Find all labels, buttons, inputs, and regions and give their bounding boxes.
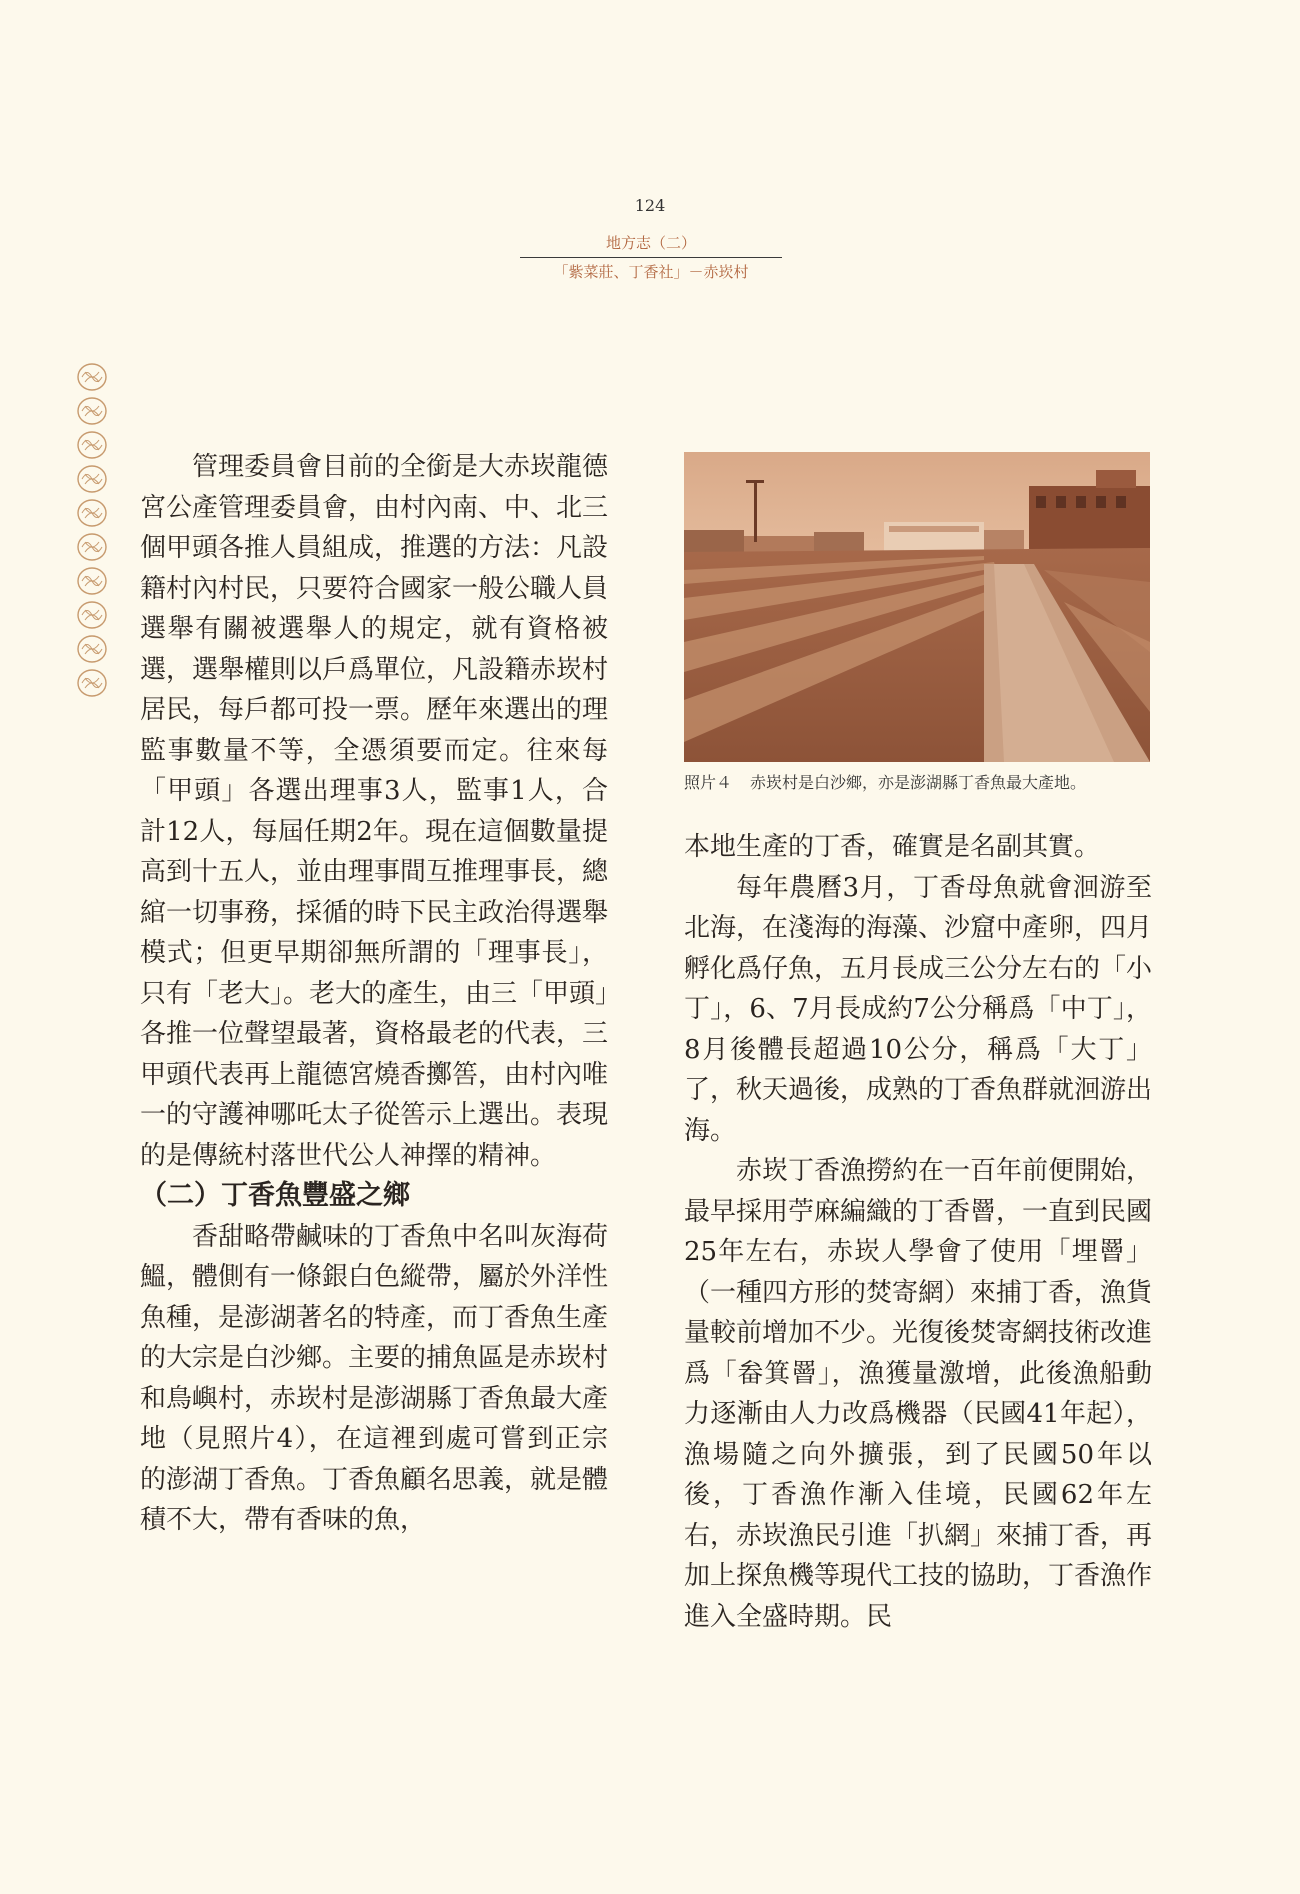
decorative-ornament-strip — [76, 362, 110, 698]
photo-label: 照片４ — [684, 773, 733, 792]
photo-image — [684, 452, 1150, 762]
header-rule — [520, 257, 782, 258]
paragraph: 香甜略帶鹹味的丁香魚中名叫灰海荷鰮，體側有一條銀白色縱帶，屬於外洋性魚種，是澎湖著名的特產，而丁香魚生產的大宗是白沙鄉。主要的捕魚區是赤崁村和鳥嶼村，赤崁村是澎湖縣丁香魚最大產地（見照片4），在這裡到處可嘗到正宗的澎湖丁香魚。丁香魚顧名思義，就是體積不大，帶有香味的魚， — [140, 1221, 609, 1535]
chapter-subtitle: 「紫菜莊、丁香社」－赤崁村 — [553, 263, 749, 281]
ornament-medallion-icon — [76, 498, 108, 528]
ornament-medallion-icon — [76, 532, 108, 562]
paragraph: 管理委員會目前的全銜是大赤崁龍德宮公產管理委員會，由村內南、中、北三個甲頭各推人員組成，推選的方法：凡設籍村內村民，只要符合國家一般公職人員選舉有關被選舉人的規定，就有資格被選，選舉權則以戶爲單位，凡設籍赤崁村居民，每戶都可投一票。歷年來選出的理監事數量不等，全憑須要而定。往來每「甲頭」各選出理事3人，監事1人，合計12人，每屆任期2年。現在這個數量提高到十五人，並由理事間互推理事長，總綰一切事務，採循的時下民主政治得選舉模式；但更早期卻無所謂的「理事長」，只有「老大」。老大的產生，由三「甲頭」各推一位聲望最著，資格最老的代表，三甲頭代表再上龍德宮燒香擲筶，由村內唯一的守護神哪吒太子從筶示上選出。表現的是傳統村落世代公人神擇的精神。 — [140, 452, 609, 1171]
paragraph: 赤崁丁香漁撈約在一百年前便開始，最早採用苧麻編織的丁香罾，一直到民國25年左右，赤崁人學會了使用「埋罾」（一種四方形的焚寄網）來捕丁香，漁貨量較前增加不少。光復後焚寄網技術改進爲「畚箕罾」，漁獲量激增，此後漁船動力逐漸由人力改爲機器（民國41年起），漁場隨之向外擴張，到了民國50年以後，丁香漁作漸入佳境，民國62年左右，赤崁漁民引進「扒網」來捕丁香，再加上探魚機等現代工技的協助，丁香漁作進入全盛時期。民 — [684, 1156, 1153, 1632]
right-column — [684, 827, 1152, 1637]
ornament-medallion-icon — [76, 362, 108, 392]
ornament-medallion-icon — [76, 600, 108, 630]
ornament-medallion-icon — [76, 668, 108, 698]
ornament-medallion-icon — [76, 464, 108, 494]
ornament-medallion-icon — [76, 566, 108, 596]
ornament-medallion-icon — [76, 634, 108, 664]
left-column — [140, 447, 608, 1541]
ornament-medallion-icon — [76, 396, 108, 426]
paragraph: 本地生產的丁香，確實是名副其實。 — [684, 832, 1101, 862]
photo-caption — [684, 770, 1164, 793]
page-number: 124 — [634, 196, 666, 215]
paragraph: 每年農曆3月，丁香母魚就會洄游至北海，在淺海的海藻、沙窟中產卵，四月孵化爲仔魚，五月長成三公分左右的「小丁」，6、7月長成約7公分稱爲「中丁」，8月後體長超過10公分，稱爲「大丁」了，秋天過後，成熟的丁香魚群就洄游出海。 — [684, 872, 1153, 1146]
photo-fish-drying-field — [684, 452, 1150, 762]
ornament-medallion-icon — [76, 430, 108, 460]
photo-caption-text: 赤崁村是白沙鄉，亦是澎湖縣丁香魚最大產地。 — [750, 773, 1087, 792]
running-head — [520, 232, 782, 282]
series-title: 地方志（二） — [605, 234, 696, 252]
section-heading: （二）丁香魚豐盛之鄉 — [140, 1180, 410, 1211]
